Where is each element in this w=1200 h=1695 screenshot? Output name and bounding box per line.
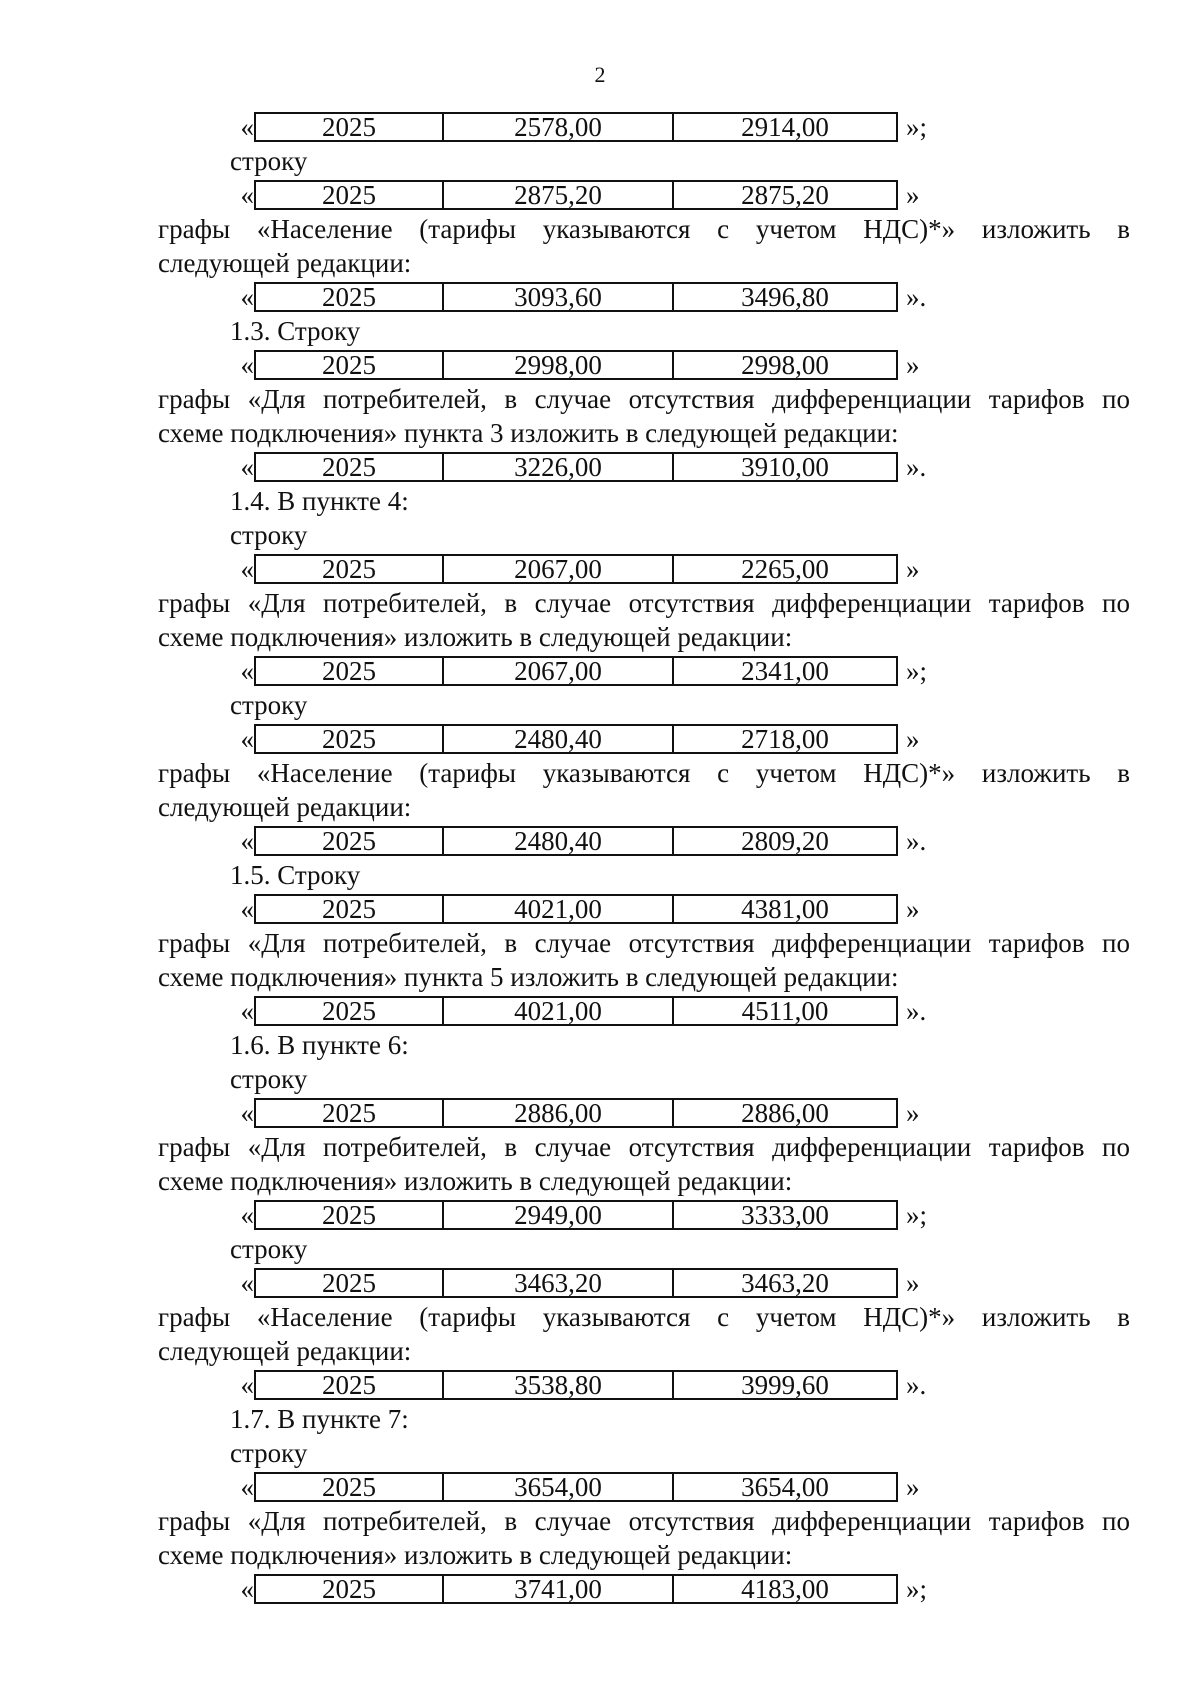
paragraph-line: схеме подключения» пункта 5 изложить в следующей редакции: bbox=[158, 962, 899, 992]
year-cell: 2025 bbox=[256, 284, 444, 310]
tariff-row-line bbox=[158, 1266, 1130, 1300]
tariff-value-1-cell: 4021,00 bbox=[444, 896, 674, 922]
tariff-value-2-cell: 3910,00 bbox=[741, 451, 829, 482]
paragraph-line: графы «Для потребителей, в случае отсутствия дифференциации тарифов по bbox=[158, 1132, 1130, 1162]
year-cell: 2025 bbox=[256, 1474, 444, 1500]
tariff-value-1-cell: 3463,20 bbox=[444, 1270, 674, 1296]
tariff-table-row bbox=[254, 1268, 898, 1298]
tariff-value-2-cell: 2886,00 bbox=[741, 1097, 829, 1128]
opening-quote: « bbox=[240, 554, 254, 584]
paragraph-line: 1.7. В пункте 7: bbox=[230, 1404, 409, 1434]
opening-quote: « bbox=[240, 452, 254, 482]
year-cell: 2025 bbox=[256, 998, 444, 1024]
year-cell: 2025 bbox=[256, 1100, 444, 1126]
paragraph-line: 1.4. В пункте 4: bbox=[230, 486, 409, 516]
tariff-value-2-cell: 2914,00 bbox=[741, 111, 829, 142]
tariff-value-1-cell: 2886,00 bbox=[444, 1100, 674, 1126]
tariff-row-line bbox=[158, 994, 1130, 1028]
tariff-row-line bbox=[158, 1470, 1130, 1504]
tariff-value-1-cell: 2998,00 bbox=[444, 352, 674, 378]
tariff-value-2-cell: 2809,20 bbox=[741, 825, 829, 856]
closing-quote: » bbox=[906, 554, 920, 584]
tariff-table-row bbox=[254, 996, 898, 1026]
opening-quote: « bbox=[240, 350, 254, 380]
opening-quote: « bbox=[240, 112, 254, 142]
tariff-value-2-cell: 2875,20 bbox=[741, 179, 829, 210]
tariff-value-1-cell: 3093,60 bbox=[444, 284, 674, 310]
year-cell: 2025 bbox=[256, 1576, 444, 1602]
tariff-value-2-cell: 3654,00 bbox=[741, 1471, 829, 1502]
tariff-row-line bbox=[158, 722, 1130, 756]
tariff-table-row bbox=[254, 826, 898, 856]
paragraph-line: строку bbox=[230, 1064, 308, 1094]
opening-quote: « bbox=[240, 1098, 254, 1128]
year-cell: 2025 bbox=[256, 658, 444, 684]
closing-quote: ». bbox=[906, 826, 927, 856]
closing-quote: » bbox=[906, 1098, 920, 1128]
paragraph-line: графы «Население (тарифы указываются с учетом НДС)*» изложить в bbox=[158, 758, 1130, 788]
year-cell: 2025 bbox=[256, 182, 444, 208]
tariff-value-1-cell: 3654,00 bbox=[444, 1474, 674, 1500]
tariff-value-2-cell: 2341,00 bbox=[741, 655, 829, 686]
opening-quote: « bbox=[240, 1200, 254, 1230]
tariff-value-2-cell: 2265,00 bbox=[741, 553, 829, 584]
opening-quote: « bbox=[240, 826, 254, 856]
tariff-table-row bbox=[254, 452, 898, 482]
tariff-table-row bbox=[254, 180, 898, 210]
paragraph-line: схеме подключения» пункта 3 изложить в следующей редакции: bbox=[158, 418, 899, 448]
tariff-row-line bbox=[158, 824, 1130, 858]
closing-quote: » bbox=[906, 724, 920, 754]
tariff-table-row bbox=[254, 1574, 898, 1604]
paragraph-line: следующей редакции: bbox=[158, 792, 412, 822]
opening-quote: « bbox=[240, 282, 254, 312]
tariff-table-row bbox=[254, 1370, 898, 1400]
year-cell: 2025 bbox=[256, 726, 444, 752]
paragraph-line: 1.6. В пункте 6: bbox=[230, 1030, 409, 1060]
tariff-row-line bbox=[158, 280, 1130, 314]
tariff-value-2-cell: 3496,80 bbox=[741, 281, 829, 312]
tariff-value-1-cell: 4021,00 bbox=[444, 998, 674, 1024]
paragraph-line: графы «Для потребителей, в случае отсутствия дифференциации тарифов по bbox=[158, 384, 1130, 414]
page-number: 2 bbox=[594, 62, 606, 87]
closing-quote: »; bbox=[906, 656, 928, 686]
tariff-row-line bbox=[158, 178, 1130, 212]
tariff-value-2-cell: 2998,00 bbox=[741, 349, 829, 380]
opening-quote: « bbox=[240, 1472, 254, 1502]
closing-quote: ». bbox=[906, 1370, 927, 1400]
closing-quote: ». bbox=[906, 996, 927, 1026]
paragraph-line: строку bbox=[230, 146, 308, 176]
paragraph-line: схеме подключения» изложить в следующей редакции: bbox=[158, 1540, 793, 1570]
tariff-table-row bbox=[254, 350, 898, 380]
tariff-value-2-cell: 3463,20 bbox=[741, 1267, 829, 1298]
paragraph-line: 1.5. Строку bbox=[230, 860, 361, 890]
tariff-row-line bbox=[158, 1096, 1130, 1130]
tariff-value-1-cell: 2875,20 bbox=[444, 182, 674, 208]
tariff-table-row bbox=[254, 1098, 898, 1128]
opening-quote: « bbox=[240, 894, 254, 924]
paragraph-line: 1.3. Строку bbox=[230, 316, 361, 346]
tariff-table-row bbox=[254, 112, 898, 142]
year-cell: 2025 bbox=[256, 352, 444, 378]
tariff-value-1-cell: 2480,40 bbox=[444, 828, 674, 854]
paragraph-line: схеме подключения» изложить в следующей редакции: bbox=[158, 622, 793, 652]
paragraph-line: строку bbox=[230, 690, 308, 720]
year-cell: 2025 bbox=[256, 454, 444, 480]
tariff-value-1-cell: 2067,00 bbox=[444, 658, 674, 684]
paragraph-line: графы «Для потребителей, в случае отсутствия дифференциации тарифов по bbox=[158, 928, 1130, 958]
closing-quote: ». bbox=[906, 282, 927, 312]
paragraph-line: следующей редакции: bbox=[158, 1336, 412, 1366]
tariff-table-row bbox=[254, 1472, 898, 1502]
tariff-value-2-cell: 2718,00 bbox=[741, 723, 829, 754]
closing-quote: » bbox=[906, 1472, 920, 1502]
tariff-value-2-cell: 3333,00 bbox=[741, 1199, 829, 1230]
tariff-row-line bbox=[158, 348, 1130, 382]
tariff-value-2-cell: 4183,00 bbox=[741, 1573, 829, 1604]
paragraph-line: строку bbox=[230, 1438, 308, 1468]
tariff-table-row bbox=[254, 894, 898, 924]
tariff-value-1-cell: 2949,00 bbox=[444, 1202, 674, 1228]
closing-quote: »; bbox=[906, 112, 928, 142]
year-cell: 2025 bbox=[256, 1270, 444, 1296]
closing-quote: »; bbox=[906, 1200, 928, 1230]
opening-quote: « bbox=[240, 1574, 254, 1604]
tariff-row-line bbox=[158, 1198, 1130, 1232]
closing-quote: » bbox=[906, 894, 920, 924]
paragraph-line: схеме подключения» изложить в следующей редакции: bbox=[158, 1166, 793, 1196]
closing-quote: » bbox=[906, 1268, 920, 1298]
paragraph-line: графы «Население (тарифы указываются с учетом НДС)*» изложить в bbox=[158, 1302, 1130, 1332]
tariff-table-row bbox=[254, 724, 898, 754]
paragraph-line: следующей редакции: bbox=[158, 248, 412, 278]
closing-quote: » bbox=[906, 350, 920, 380]
tariff-row-line bbox=[158, 110, 1130, 144]
tariff-value-1-cell: 3226,00 bbox=[444, 454, 674, 480]
year-cell: 2025 bbox=[256, 114, 444, 140]
year-cell: 2025 bbox=[256, 556, 444, 582]
paragraph-line: графы «Для потребителей, в случае отсутствия дифференциации тарифов по bbox=[158, 1506, 1130, 1536]
tariff-value-2-cell: 3999,60 bbox=[741, 1369, 829, 1400]
opening-quote: « bbox=[240, 656, 254, 686]
year-cell: 2025 bbox=[256, 896, 444, 922]
closing-quote: » bbox=[906, 180, 920, 210]
tariff-table-row bbox=[254, 282, 898, 312]
year-cell: 2025 bbox=[256, 828, 444, 854]
tariff-row-line bbox=[158, 450, 1130, 484]
tariff-row-line bbox=[158, 1572, 1130, 1606]
tariff-row-line bbox=[158, 892, 1130, 926]
closing-quote: ». bbox=[906, 452, 927, 482]
tariff-value-2-cell: 4511,00 bbox=[741, 995, 829, 1026]
opening-quote: « bbox=[240, 996, 254, 1026]
tariff-value-1-cell: 2480,40 bbox=[444, 726, 674, 752]
tariff-table-row bbox=[254, 656, 898, 686]
paragraph-line: графы «Население (тарифы указываются с учетом НДС)*» изложить в bbox=[158, 214, 1130, 244]
opening-quote: « bbox=[240, 724, 254, 754]
tariff-value-2-cell: 4381,00 bbox=[741, 893, 829, 924]
document-body bbox=[158, 110, 1130, 1606]
tariff-table-row bbox=[254, 1200, 898, 1230]
tariff-table-row bbox=[254, 554, 898, 584]
paragraph-line: строку bbox=[230, 520, 308, 550]
tariff-row-line bbox=[158, 1368, 1130, 1402]
closing-quote: »; bbox=[906, 1574, 928, 1604]
year-cell: 2025 bbox=[256, 1372, 444, 1398]
opening-quote: « bbox=[240, 1370, 254, 1400]
tariff-row-line bbox=[158, 552, 1130, 586]
paragraph-line: строку bbox=[230, 1234, 308, 1264]
year-cell: 2025 bbox=[256, 1202, 444, 1228]
tariff-value-1-cell: 3538,80 bbox=[444, 1372, 674, 1398]
opening-quote: « bbox=[240, 1268, 254, 1298]
opening-quote: « bbox=[240, 180, 254, 210]
paragraph-line: графы «Для потребителей, в случае отсутствия дифференциации тарифов по bbox=[158, 588, 1130, 618]
tariff-value-1-cell: 2067,00 bbox=[444, 556, 674, 582]
tariff-value-1-cell: 2578,00 bbox=[444, 114, 674, 140]
tariff-value-1-cell: 3741,00 bbox=[444, 1576, 674, 1602]
tariff-row-line bbox=[158, 654, 1130, 688]
